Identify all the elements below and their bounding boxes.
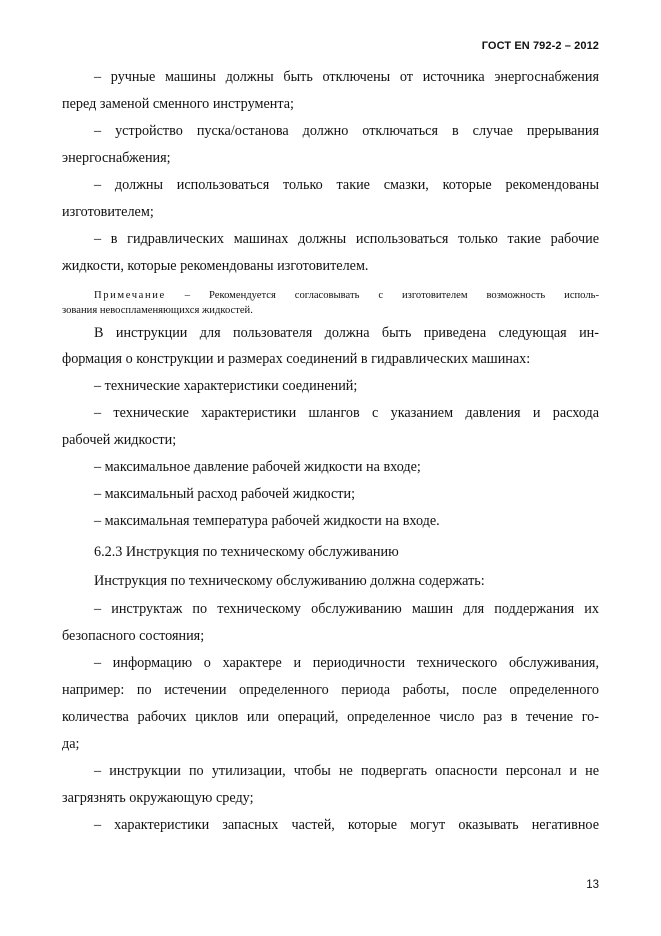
note-line: зования невоспламеняющихся жидкостей.	[62, 305, 253, 316]
list-item: – максимальная температура рабочей жидкости на входе.	[94, 513, 440, 529]
paragraph-line: формация о конструкции и размерах соединений в гидравлических машинах:	[62, 351, 531, 367]
paragraph-line: жидкости, которые рекомендованы изготовителем.	[62, 258, 369, 274]
list-item: рабочей жидкости;	[62, 432, 177, 448]
note-label: Примечание	[94, 290, 166, 301]
list-item: – инструктаж по техническому обслуживанию машин для поддержания их	[94, 601, 599, 617]
paragraph-line: В инструкции для пользователя должна быть приведена следующая ин-	[94, 325, 599, 341]
list-item: количества рабочих циклов или операций, определенное число раз в течение го-	[62, 709, 599, 725]
list-item: – технические характеристики соединений;	[94, 378, 358, 394]
note-text: – Рекомендуется согласовывать с изготовителем возможность исполь-	[165, 290, 599, 301]
paragraph-line: – должны использоваться только такие смазки, которые рекомендованы	[94, 177, 599, 193]
list-item: загрязнять окружающую среду;	[62, 790, 254, 806]
list-item: – технические характеристики шлангов с указанием давления и расхода	[94, 405, 599, 421]
paragraph-line: – ручные машины должны быть отключены от источника энергоснабжения	[94, 69, 599, 85]
list-item: – максимальное давление рабочей жидкости на входе;	[94, 459, 421, 475]
list-item: например: по истечении определенного периода работы, после определенного	[62, 682, 599, 698]
list-item: – максимальный расход рабочей жидкости;	[94, 486, 356, 502]
list-item: да;	[62, 736, 80, 752]
list-item: – информацию о характере и периодичности технического обслуживания,	[94, 655, 599, 671]
paragraph-line: Инструкция по техническому обслуживанию должна содержать:	[94, 573, 485, 589]
page-number: 13	[586, 879, 599, 891]
paragraph-line: – в гидравлических машинах должны использоваться только такие рабочие	[94, 231, 599, 247]
document-code-header: ГОСТ EN 792-2 – 2012	[481, 40, 599, 52]
list-item: – инструкции по утилизации, чтобы не подвергать опасности персонал и не	[94, 763, 599, 779]
note-line	[94, 289, 599, 302]
paragraph-line: – устройство пуска/останова должно отключаться в случае прерывания	[94, 123, 599, 139]
list-item: – характеристики запасных частей, которые могут оказывать негативное	[94, 817, 599, 833]
paragraph-line: энергоснабжения;	[62, 150, 171, 166]
list-item: безопасного состояния;	[62, 628, 205, 644]
section-heading: 6.2.3 Инструкция по техническому обслуживанию	[94, 544, 399, 560]
paragraph-line: изготовителем;	[62, 204, 154, 220]
paragraph-line: перед заменой сменного инструмента;	[62, 96, 294, 112]
